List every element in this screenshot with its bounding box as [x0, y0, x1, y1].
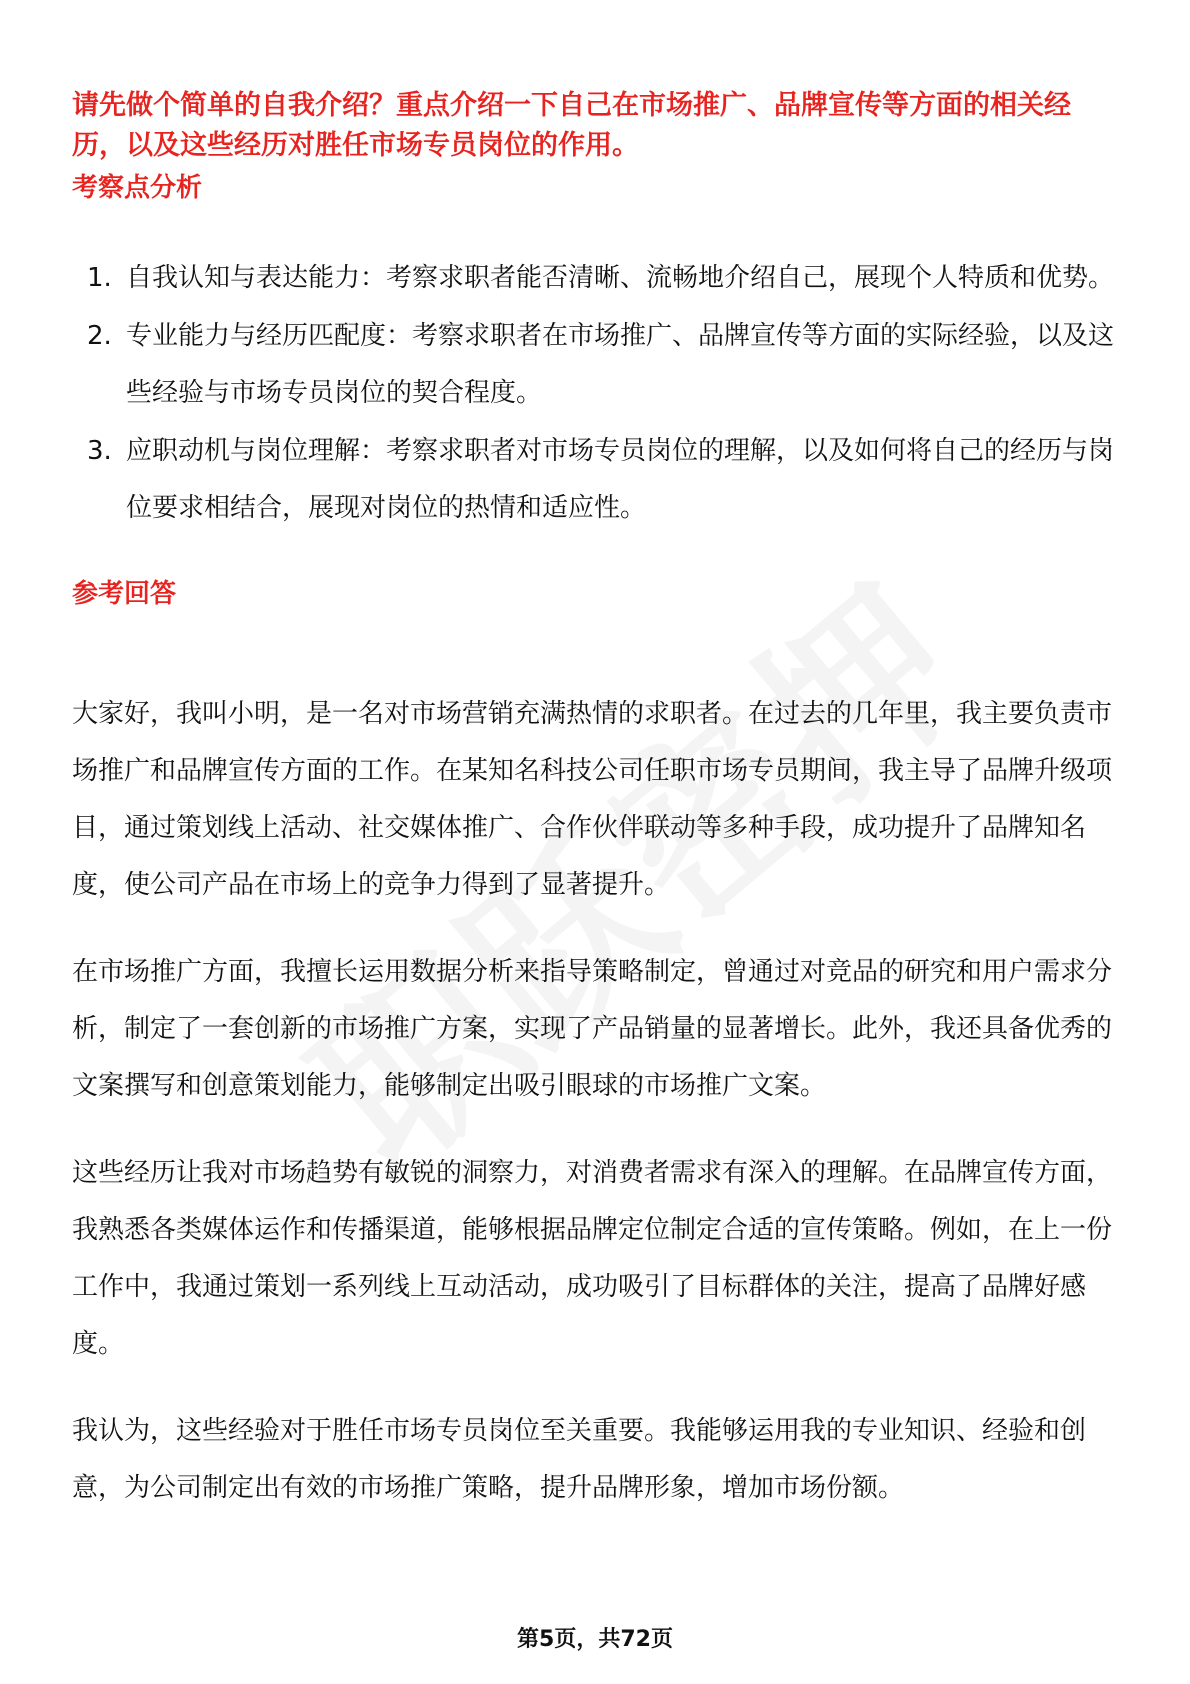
page-number-footer: 第5页，共72页	[517, 1627, 673, 1652]
answer-paragraph: 在市场推广方面，我擅长运用数据分析来指导策略制定，曾通过对竞品的研究和用户需求分析，制定了一套创新的市场推广方案，实现了产品销量的显著增长。此外，我还具备优秀的文案撰写和创意策划能力，能够制定出吸引眼球的市场推广文案。	[72, 957, 1113, 1101]
list-number: 3.	[87, 436, 112, 466]
analysis-section-title: 考察点分析	[72, 173, 203, 203]
analysis-item-text: 专业能力与经历匹配度：考察求职者在市场推广、品牌宣传等方面的实际经验，以及这些经验与市场专员岗位的契合程度。	[126, 321, 1115, 408]
answer-paragraph: 我认为，这些经验对于胜任市场专员岗位至关重要。我能够运用我的专业知识、经验和创意，为公司制定出有效的市场推广策略，提升品牌形象，增加市场份额。	[72, 1416, 1087, 1503]
analysis-item-text: 自我认知与表达能力：考察求职者能否清晰、流畅地介绍自己，展现个人特质和优势。	[126, 263, 1115, 293]
answer-body	[72, 686, 1120, 1547]
analysis-item	[72, 423, 1120, 537]
answer-paragraph: 这些经历让我对市场趋势有敏锐的洞察力，对消费者需求有深入的理解。在品牌宣传方面，我熟悉各类媒体运作和传播渠道，能够根据品牌定位制定合适的宣传策略。例如，在上一份工作中，我通过策划一系列线上互动活动，成功吸引了目标群体的关注，提高了品牌好感度。	[72, 1158, 1113, 1359]
list-number: 1.	[87, 263, 112, 293]
analysis-item	[72, 250, 1120, 307]
analysis-item	[72, 308, 1120, 422]
question-heading: 请先做个简单的自我介绍？重点介绍一下自己在市场推广、品牌宣传等方面的相关经历，以及这些经历对胜任市场专员岗位的作用。	[72, 90, 1071, 161]
answer-paragraph: 大家好，我叫小明，是一名对市场营销充满热情的求职者。在过去的几年里，我主要负责市场推广和品牌宣传方面的工作。在某知名科技公司任职市场专员期间，我主导了品牌升级项目，通过策划线上活动、社交媒体推广、合作伙伴联动等多种手段，成功提升了品牌知名度，使公司产品在市场上的竞争力得到了显著提升。	[72, 699, 1113, 900]
analysis-item-text: 应职动机与岗位理解：考察求职者对市场专员岗位的理解，以及如何将自己的经历与岗位要求相结合，展现对岗位的热情和适应性。	[126, 436, 1115, 523]
list-number: 2.	[87, 321, 112, 351]
analysis-list	[72, 250, 1120, 538]
answer-section-title: 参考回答	[72, 579, 177, 609]
